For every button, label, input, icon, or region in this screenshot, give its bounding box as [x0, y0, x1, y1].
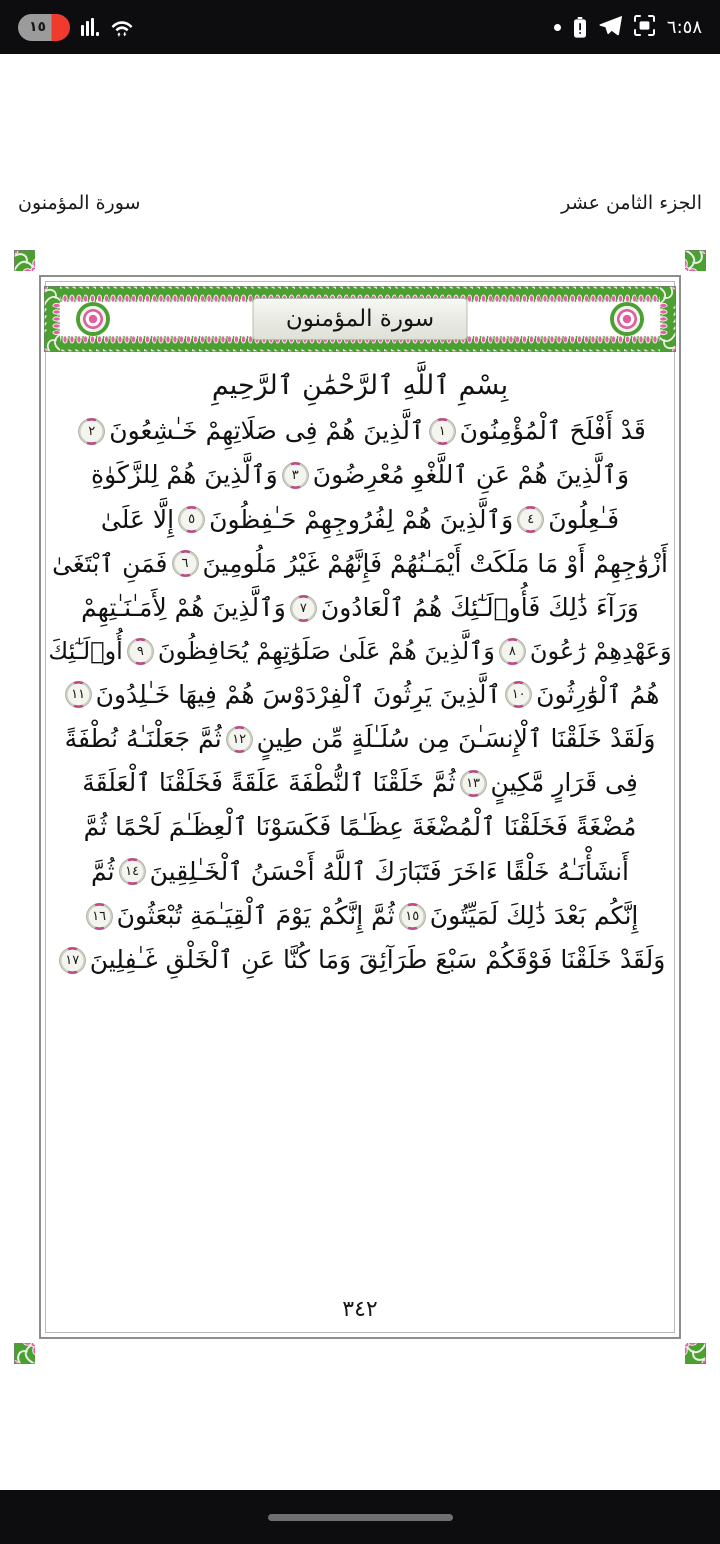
- verse-line[interactable]: [44, 717, 676, 761]
- verse-line[interactable]: [44, 805, 676, 849]
- quran-verse-block[interactable]: [44, 409, 676, 982]
- verse-line[interactable]: [44, 542, 676, 586]
- ayah-number-marker[interactable]: ٣: [282, 462, 309, 489]
- ayah-number-marker[interactable]: ١١: [65, 681, 92, 708]
- telegram-icon: [599, 15, 622, 40]
- verse-text-run: مُضْغَةً فَخَلَقْنَا ٱلْمُضْغَةَ عِظَـٰمًا فَكَسَوْنَا ٱلْعِظَـٰمَ لَحْمًا ثُمَّ: [83, 812, 637, 842]
- verse-text-run: فَمَنِ ٱبْتَغَىٰ: [52, 548, 168, 578]
- rosette-flower-icon-right: [610, 302, 644, 336]
- battery-low-icon: [573, 17, 587, 38]
- surah-title-banner: [44, 286, 676, 352]
- verse-text-run: وَلَقَدْ خَلَقْنَا ٱلْإِنسَـٰنَ مِن سُلَـٰلَةٍ مِّن طِينٍ: [256, 723, 656, 753]
- verse-text-run: ثُمَّ: [91, 856, 115, 886]
- quran-page-sheet[interactable]: [0, 54, 720, 1490]
- verse-text-run: هُمُ ٱلْوَٰرِثُونَ: [536, 679, 660, 709]
- system-navigation-bar: [0, 1490, 720, 1544]
- juz-label: الجزء الثامن عشر: [561, 192, 702, 214]
- ayah-number-marker[interactable]: ١٥: [399, 903, 426, 930]
- ayah-number-marker[interactable]: ١٦: [86, 903, 113, 930]
- page-number-label: ٣٤٢: [342, 1297, 378, 1322]
- dot-indicator-icon: [554, 24, 561, 31]
- verse-line[interactable]: [44, 586, 676, 630]
- signal-bars-icon: [81, 18, 99, 36]
- status-bar-right: [554, 15, 702, 40]
- ayah-number-marker[interactable]: ١٠: [505, 681, 532, 708]
- ayah-number-marker[interactable]: ١٧: [59, 947, 86, 974]
- ayah-number-marker[interactable]: ٢: [78, 418, 105, 445]
- page-content: [44, 284, 676, 1334]
- rosette-flower-icon-left: [76, 302, 110, 336]
- verse-line[interactable]: [44, 938, 676, 982]
- verse-text-run: وَٱلَّذِينَ هُمْ لِفُرُوجِهِمْ حَـٰفِظُونَ: [209, 504, 514, 534]
- ayah-number-marker[interactable]: ٨: [499, 638, 526, 665]
- verse-text-run: فَـٰعِلُونَ: [548, 504, 620, 534]
- screenshot-icon: [634, 15, 655, 40]
- verse-line[interactable]: [44, 453, 676, 497]
- verse-text-run: ٱلَّذِينَ هُمْ فِى صَلَاتِهِمْ خَـٰشِعُونَ: [109, 416, 425, 445]
- verse-text-run: وَرَآءَ ذَٰلِكَ فَأُو۟لَـٰٓئِكَ هُمُ ٱلْعَادُونَ: [320, 593, 639, 622]
- ayah-number-marker[interactable]: ٤: [517, 506, 544, 533]
- verse-line[interactable]: [44, 630, 676, 672]
- verse-text-run: أَنشَأْنَـٰهُ خَلْقًا ءَاخَرَ فَتَبَارَكَ ٱللَّهُ أَحْسَنُ ٱلْخَـٰلِقِينَ: [149, 856, 629, 886]
- surah-title-plate: [253, 298, 468, 340]
- verse-text-run: فِى قَرَارٍ مَّكِينٍ: [490, 768, 638, 798]
- running-head: [18, 192, 702, 214]
- verse-text-run: إِنَّكُم بَعْدَ ذَٰلِكَ لَمَيِّتُونَ: [429, 900, 639, 930]
- ayah-number-marker[interactable]: ١٣: [460, 770, 487, 797]
- surah-title-label: سورة المؤمنون: [285, 306, 435, 332]
- verse-text-run: ثُمَّ جَعَلْنَـٰهُ نُطْفَةً: [64, 723, 222, 753]
- status-bar-left: [18, 14, 134, 41]
- verse-text-run: ثُمَّ إِنَّكُمْ يَوْمَ ٱلْقِيَـٰمَةِ تُبْعَثُونَ: [116, 900, 395, 930]
- ayah-number-marker[interactable]: ٧: [290, 595, 317, 622]
- verse-text-run: وَٱلَّذِينَ هُمْ عَلَىٰ صَلَوَٰتِهِمْ يُحَافِظُونَ: [157, 637, 495, 666]
- verse-text-run: ثُمَّ خَلَقْنَا ٱلنُّطْفَةَ عَلَقَةً فَخَلَقْنَا ٱلْعَلَقَةَ: [82, 768, 456, 798]
- verse-line[interactable]: [44, 850, 676, 894]
- notification-count-label: ١٥: [29, 19, 47, 35]
- verse-text-run: وَٱلَّذِينَ هُمْ عَنِ ٱللَّغْوِ مُعْرِضُونَ: [312, 460, 630, 490]
- verse-line[interactable]: [44, 673, 676, 717]
- verse-text-run: وَٱلَّذِينَ هُمْ لِلزَّكَوٰةِ: [90, 460, 278, 490]
- ayah-number-marker[interactable]: ١٢: [226, 726, 253, 753]
- verse-text-run: وَعَهْدِهِمْ رَٰعُونَ: [529, 637, 672, 666]
- verse-line[interactable]: [44, 498, 676, 542]
- verse-text-run: أَزْوَٰجِهِمْ أَوْ مَا مَلَكَتْ أَيْمَـٰنُهُمْ فَإِنَّهُمْ غَيْرُ مَلُومِينَ: [202, 548, 668, 578]
- ayah-number-marker[interactable]: ٥: [178, 506, 205, 533]
- verse-text-run: وَٱلَّذِينَ هُمْ لِأَمَـٰنَـٰتِهِمْ: [81, 593, 286, 622]
- surah-name-header-label: سورة المؤمنون: [18, 192, 141, 214]
- ayah-number-marker[interactable]: ١٤: [119, 858, 146, 885]
- wifi-transfer-icon: [110, 18, 134, 37]
- clock-label: ٦:٥٨: [666, 16, 702, 38]
- ayah-number-marker[interactable]: ١: [429, 418, 456, 445]
- verse-text-run: قَدْ أَفْلَحَ ٱلْمُؤْمِنُونَ: [459, 416, 646, 445]
- verse-line[interactable]: [44, 761, 676, 805]
- notification-count-badge[interactable]: [18, 14, 70, 41]
- verse-text-run: إِلَّا عَلَىٰ: [100, 504, 175, 534]
- ayah-number-marker[interactable]: ٩: [127, 638, 154, 665]
- gesture-home-handle[interactable]: [268, 1514, 453, 1521]
- bismillah-line: بِسْمِ ٱللَّهِ ٱلرَّحْمَٰنِ ٱلرَّحِيمِ: [211, 370, 509, 401]
- status-bar: [0, 0, 720, 54]
- verse-text-run: أُو۟لَـٰٓئِكَ: [48, 637, 123, 666]
- ayah-number-marker[interactable]: ٦: [172, 550, 199, 577]
- verse-text-run: وَلَقَدْ خَلَقْنَا فَوْقَكُمْ سَبْعَ طَرَآئِقَ وَمَا كُنَّا عَنِ ٱلْخَلْقِ غَـٰفِلِينَ: [89, 945, 666, 975]
- ornate-page-frame: [14, 250, 706, 1364]
- verse-line[interactable]: [44, 894, 676, 938]
- verse-text-run: ٱلَّذِينَ يَرِثُونَ ٱلْفِرْدَوْسَ هُمْ فِيهَا خَـٰلِدُونَ: [95, 679, 502, 709]
- verse-line[interactable]: [44, 409, 676, 453]
